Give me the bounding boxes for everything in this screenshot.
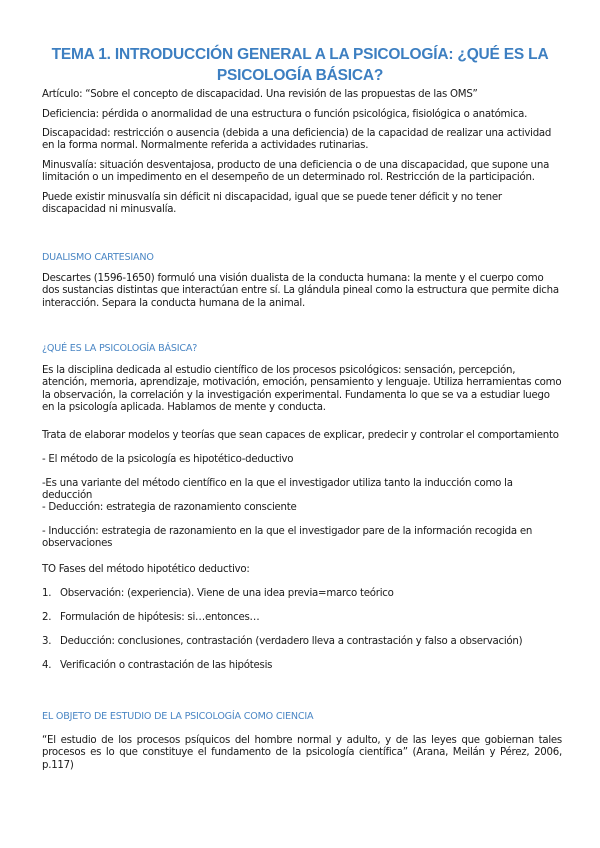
que-es-definition: Es la disciplina dedicada al estudio científico de los procesos psicológicos: sensación, percepción, atención, memoria, aprendizaje, motivación, emoción, pensamiento y lenguaje. Utiliza herramientas como la observación, la correlación y la investigación experimental. Fundamenta lo que se va a estudiar luego en la psicología aplicada. Hablamos de mente y conducta. [42, 365, 562, 414]
objeto-quote: “El estudio de los procesos psíquicos del hombre normal y adulto, y de las leyes que gobiernan tales procesos es lo que constituye el fundamento de la psicología científica” (Arana, Meilán y Pérez, 2006, p.117) [42, 735, 562, 771]
objeto-heading: EL OBJETO DE ESTUDIO DE LA PSICOLOGÍA COMO CIENCIA [42, 711, 314, 722]
minusvalia-note: Puede existir minusvalía sin déficit ni discapacidad, igual que se puede tener déficit y no tener discapacidad ni minusvalía. [42, 192, 502, 216]
discapacidad-text: Discapacidad: restricción o ausencia (debida a una deficiencia) de la capacidad de realizar una actividad en la forma normal. Normalmente referida a actividades rutinarias. [42, 128, 552, 152]
variante-text: -Es una variante del método científico en la que el investigador utiliza tanto la inducción como la deducción [42, 478, 513, 502]
list-text: Deducción: conclusiones, contrastación (verdadero lleva a contrastación y falso a observación) [60, 636, 523, 647]
dualismo-text: Descartes (1596-1650) formuló una visión dualista de la conducta humana: la mente y el cuerpo como dos sustancias distintas que interactúan entre sí. La glándula pineal como la estructura que permite dicha interacción. Separa la conducta humana de la animal. [42, 273, 559, 309]
que-es-modelos: Trata de elaborar modelos y teorías que sean capaces de explicar, predecir y controlar el comportamiento [42, 430, 559, 441]
induccion-text: - Inducción: estrategia de razonamiento en la que el investigador pare de la información recogida en observaciones [42, 526, 533, 550]
list-text: Observación: (experiencia). Viene de una idea previa=marco teórico [60, 588, 394, 599]
list-number: 1. [42, 588, 52, 599]
deficiencia-text: Deficiencia: pérdida o anormalidad de una estructura o función psicológica, fisiológica o anatómica. [42, 109, 528, 120]
deduccion-text: - Deducción: estrategia de razonamiento consciente [42, 502, 297, 513]
list-number: 2. [42, 612, 52, 623]
list-item [42, 612, 562, 624]
metodo-text: - El método de la psicología es hipotético-deductivo [42, 454, 294, 465]
list-item [42, 636, 562, 648]
minusvalia-text: Minusvalía: situación desventajosa, producto de una deficiencia o de una discapacidad, que supone una limitación o un impedimento en el desempeño de un determinado rol. Restricción de la participación. [42, 160, 550, 184]
dualismo-heading: DUALISMO CARTESIANO [42, 252, 154, 263]
page-title: TEMA 1. INTRODUCCIÓN GENERAL A LA PSICOLOGÍA: ¿QUÉ ES LA PSICOLOGÍA BÁSICA? [51, 46, 549, 84]
articulo-text: Artículo: “Sobre el concepto de discapacidad. Una revisión de las propuestas de las OMS” [42, 89, 478, 100]
que-es-heading: ¿QUÉ ES LA PSICOLOGÍA BÁSICA? [42, 343, 198, 354]
fases-title: TO Fases del método hipotético deductivo: [42, 564, 250, 575]
list-item [42, 588, 562, 600]
list-number: 4. [42, 660, 52, 671]
list-number: 3. [42, 636, 52, 647]
list-text: Verificación o contrastación de las hipótesis [60, 660, 273, 671]
list-text: Formulación de hipótesis: si…entonces… [60, 612, 260, 623]
list-item [42, 660, 562, 672]
